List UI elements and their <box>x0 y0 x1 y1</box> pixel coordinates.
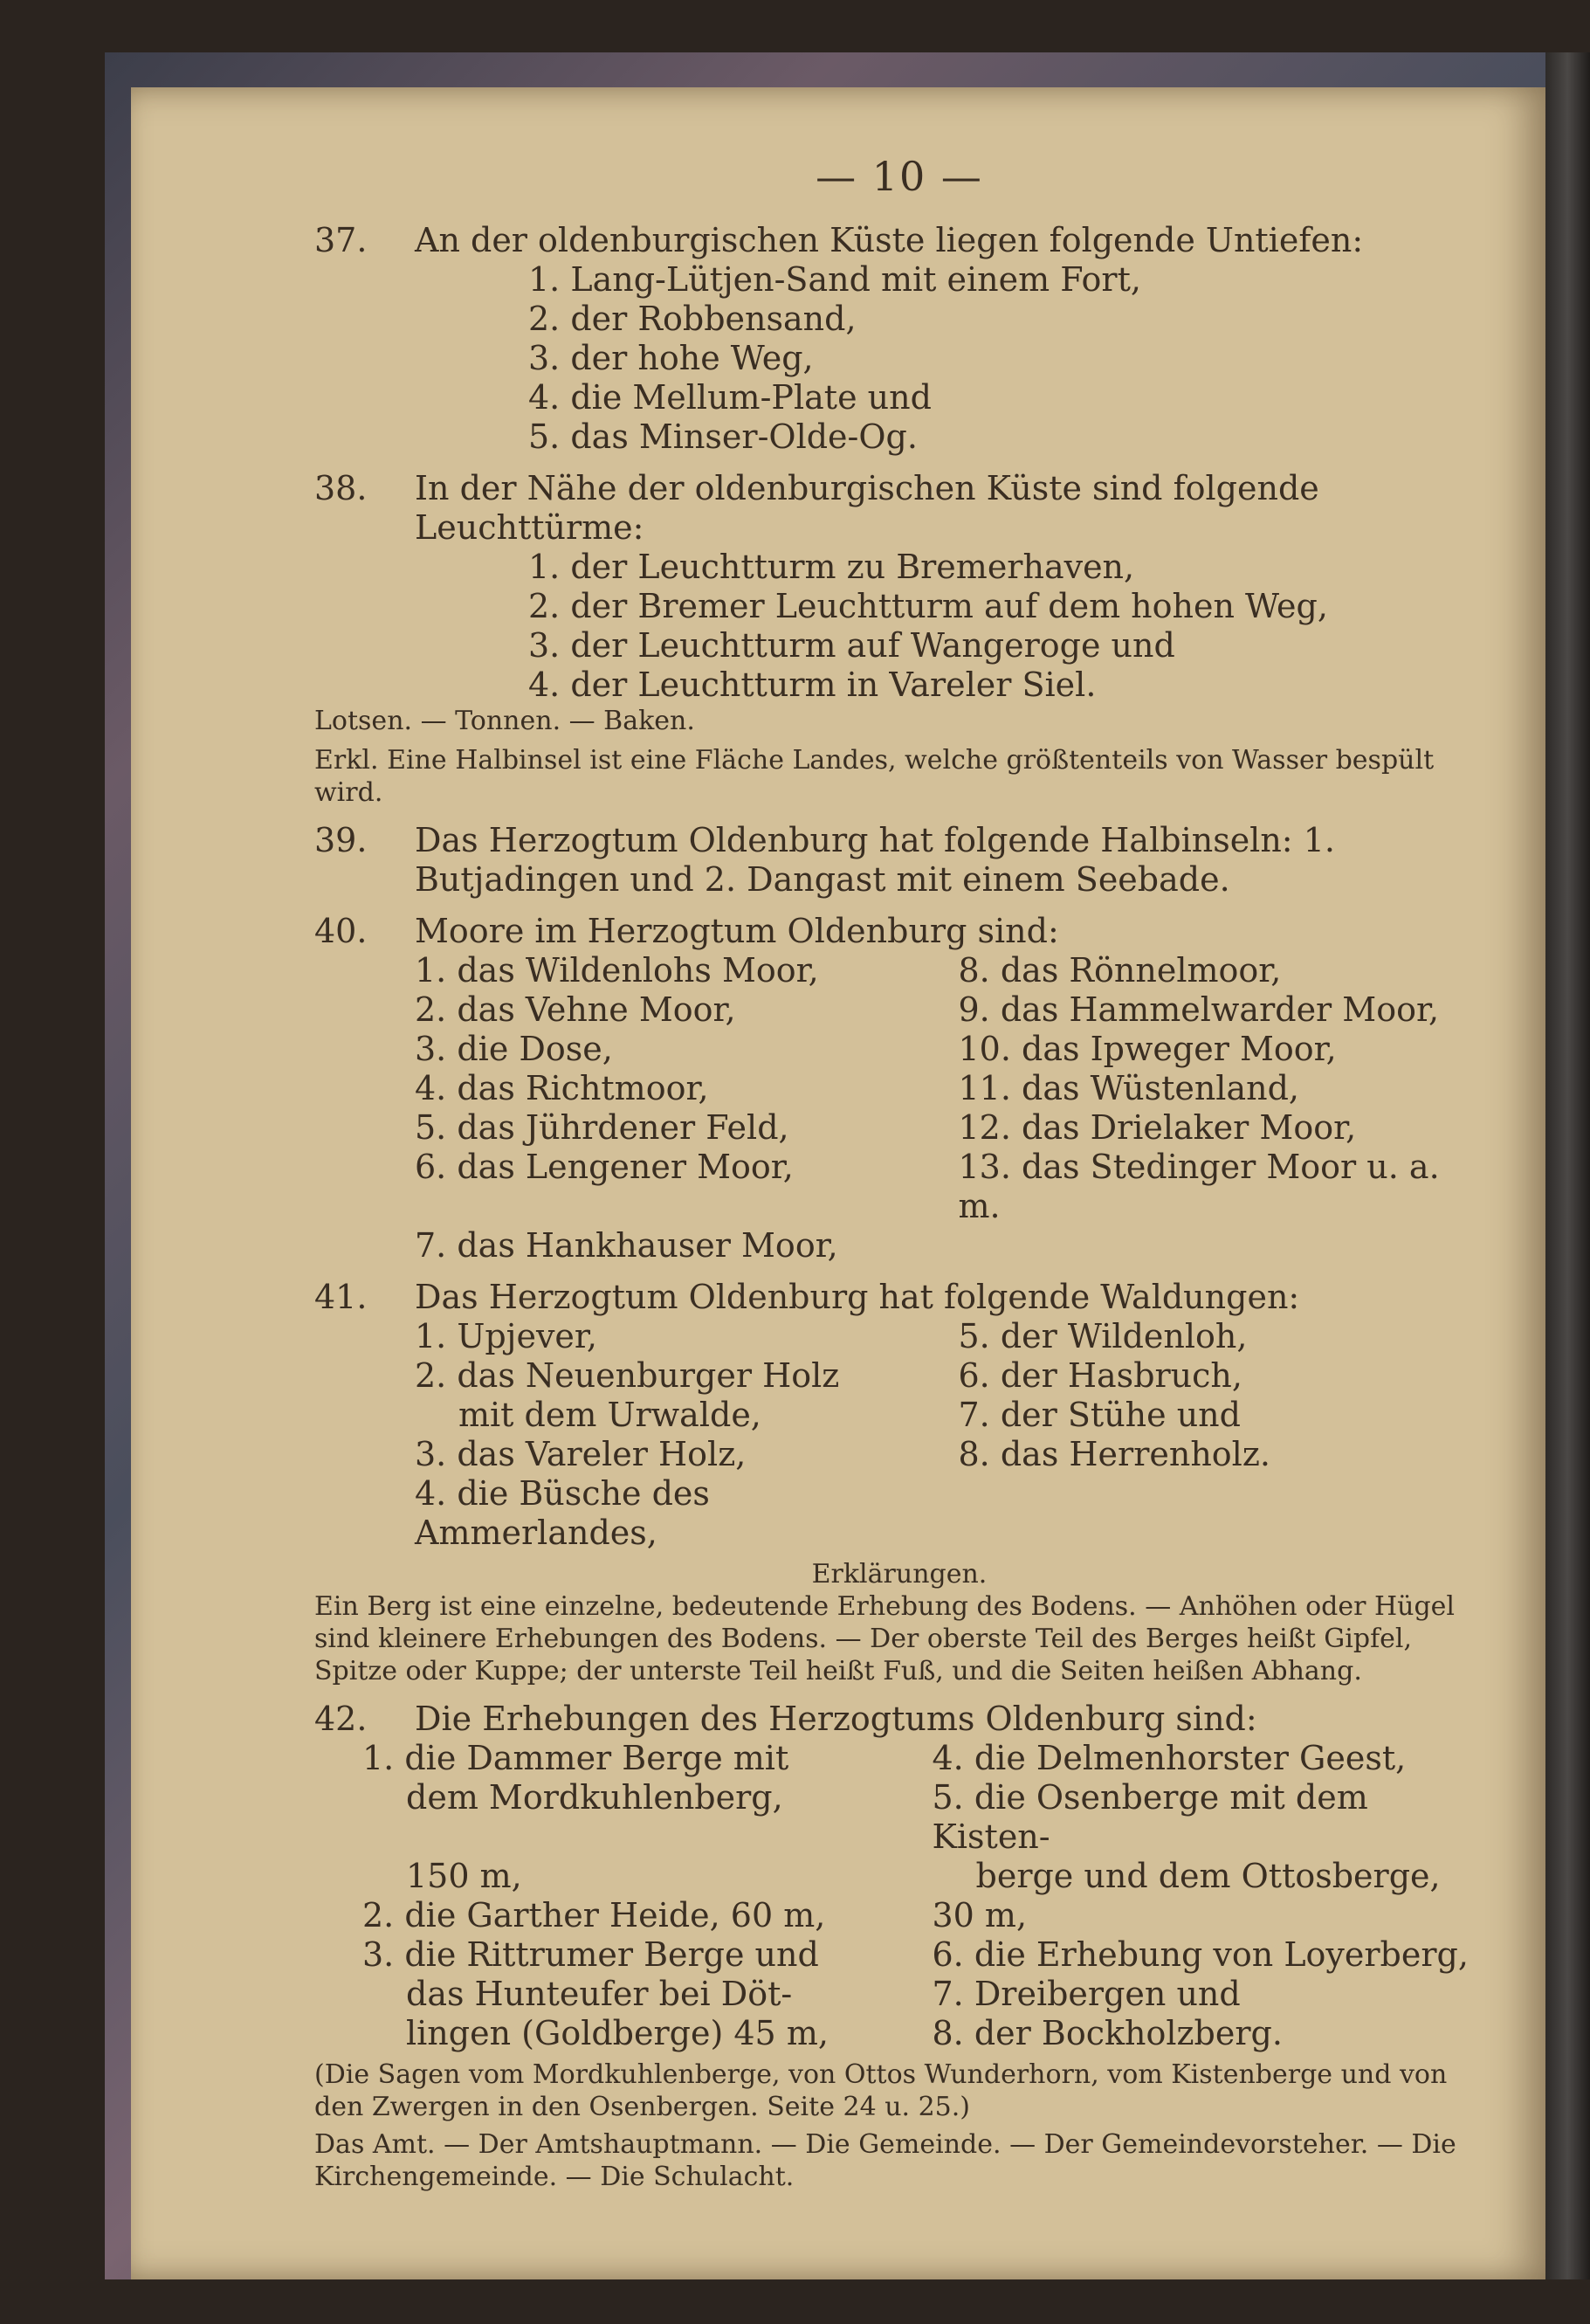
list-item: lingen (Goldberge) 45 m, <box>406 2014 829 2052</box>
list-item: 7. Dreibergen und <box>932 1975 1241 2013</box>
list-item: 8. der Bockholzberg. <box>932 2014 1283 2052</box>
list-item: 8. das Herrenholz. <box>958 1435 1270 1473</box>
page-number: — 10 — <box>816 153 983 200</box>
list-item: 1. die Dammer Berge mit <box>362 1739 789 1777</box>
list-item: 5. die Osenberge mit dem Kisten- <box>932 1778 1368 1856</box>
page-text <box>314 153 1484 2193</box>
list-item: dem Mordkuhlenberg, <box>406 1778 783 1817</box>
section-number: 40. <box>314 912 368 950</box>
list-item: 11. das Wüstenland, <box>958 1069 1299 1107</box>
list-item: 4. die Büsche des Ammerlandes, <box>415 1474 710 1552</box>
section-intro: Die Erhebungen des Herzogtums Oldenburg sind: <box>415 1700 1257 1738</box>
list-item: 6. das Lengener Moor, <box>415 1148 794 1186</box>
keywords-line: Lotsen. — Tonnen. — Baken. <box>314 706 695 736</box>
list-item: 3. die Rittrumer Berge und <box>362 1935 819 1974</box>
explanations-heading: Erklärungen. <box>811 1559 988 1590</box>
section-number: 39. <box>314 821 368 859</box>
list-item: 7. der Stühe und <box>958 1396 1241 1434</box>
list-item: 4. das Richtmoor, <box>415 1069 709 1107</box>
list-item: 6. der Hasbruch, <box>958 1356 1242 1395</box>
list-item: 7. das Hankhauser Moor, <box>415 1226 838 1265</box>
list-item: 4. die Mellum-Plate und <box>528 378 932 417</box>
section-number: 42. <box>314 1700 368 1738</box>
section-number: 41. <box>314 1278 368 1316</box>
list-item: 5. das Minser-Olde-Og. <box>528 417 918 456</box>
section-text: Das Herzogtum Oldenburg hat folgende Halbinseln: 1. Butjadingen und 2. Dangast mit einem Seebade. <box>415 821 1335 899</box>
section-intro: Das Herzogtum Oldenburg hat folgende Waldungen: <box>415 1278 1300 1316</box>
section-38 <box>314 469 1484 809</box>
list-item: 8. das Rönnelmoor, <box>958 951 1282 990</box>
list-item: 6. die Erhebung von Loyerberg, <box>932 1935 1469 1974</box>
list-item: mit dem Urwalde, <box>458 1396 761 1434</box>
list-item <box>959 1226 1485 1265</box>
list-item: 1. das Wildenlohs Moor, <box>415 951 819 990</box>
list-item: berge und dem Ottosberge, <box>975 1857 1441 1895</box>
section-number: 38. <box>314 469 368 507</box>
list-item: 2. der Robbensand, <box>528 300 857 338</box>
section-number: 37. <box>314 221 368 259</box>
list-item: 3. das Vareler Holz, <box>415 1435 747 1473</box>
list-item: 4. der Leuchtturm in Vareler Siel. <box>528 665 1097 704</box>
list-item: 12. das Drielaker Moor, <box>958 1108 1357 1147</box>
list-item: 2. das Neuenburger Holz <box>415 1356 840 1395</box>
list-item: 1. Upjever, <box>415 1317 597 1355</box>
list-item: 2. der Bremer Leuchtturm auf dem hohen Weg, <box>528 587 1328 625</box>
list-item: 4. die Delmenhorster Geest, <box>932 1739 1407 1777</box>
page-gutter <box>1545 52 1590 2279</box>
list-item: 2. das Vehne Moor, <box>415 990 736 1029</box>
list-item: 9. das Hammelwarder Moor, <box>958 990 1440 1029</box>
section-intro: In der Nähe der oldenburgischen Küste sind folgende Leuchttürme: <box>415 469 1319 547</box>
section-41 <box>314 1278 1484 1687</box>
list-item: 3. der hohe Weg, <box>528 339 814 377</box>
two-column-list <box>314 951 1484 1265</box>
list-item: 1. Lang-Lütjen-Sand mit einem Fort, <box>528 260 1141 299</box>
list-item: 1. der Leuchtturm zu Bremerhaven, <box>528 548 1135 586</box>
list-item: 10. das Ipweger Moor, <box>958 1030 1337 1068</box>
list-item: 30 m, <box>932 1896 1028 1934</box>
section-39 <box>314 821 1484 900</box>
section-40 <box>314 912 1484 1265</box>
list-item: 2. die Garther Heide, 60 m, <box>362 1896 826 1934</box>
two-column-list <box>314 1317 1484 1553</box>
legends-note: (Die Sagen vom Mordkuhlenberge, von Ottos Wunderhorn, vom Kistenberge und von den Zwergen in den Osenbergen. Seite 24 u. 25.) <box>314 2059 1448 2122</box>
keywords-line: Das Amt. — Der Amtshauptmann. — Die Gemeinde. — Der Gemeindevorsteher. — Die Kirchengemeinde. — Die Schulacht. <box>314 2129 1456 2192</box>
section-intro: Moore im Herzogtum Oldenburg sind: <box>415 912 1059 950</box>
list-item: 5. das Jührdener Feld, <box>415 1108 789 1147</box>
two-column-list <box>314 1739 1484 2053</box>
section-42 <box>314 1700 1484 2193</box>
list-item <box>959 1474 1485 1553</box>
list-item: 5. der Wildenloh, <box>958 1317 1248 1355</box>
section-intro: An der oldenburgischen Küste liegen folgende Untiefen: <box>415 221 1364 259</box>
explanations-text: Ein Berg ist eine einzelne, bedeutende Erhebung des Bodens. — Anhöhen oder Hügel sind kleinere Erhebungen des Bodens. — Der oberste Teil des Berges heißt Gipfel, Spitze oder Kuppe; der unterste Teil heißt Fuß, und die Seiten heißen Abhang. <box>314 1591 1456 1686</box>
list-item: 13. das Stedinger Moor u. a. m. <box>958 1148 1440 1225</box>
list-item: 3. die Dose, <box>415 1030 613 1068</box>
list-item: 3. der Leuchtturm auf Wangeroge und <box>528 626 1175 665</box>
explanation-note: Erkl. Eine Halbinsel ist eine Fläche Landes, welche größtenteils von Wasser bespült wird. <box>314 745 1435 808</box>
list-item: das Hunteufer bei Döt- <box>406 1975 793 2013</box>
section-37 <box>314 221 1484 457</box>
list-item: 150 m, <box>406 1857 522 1895</box>
